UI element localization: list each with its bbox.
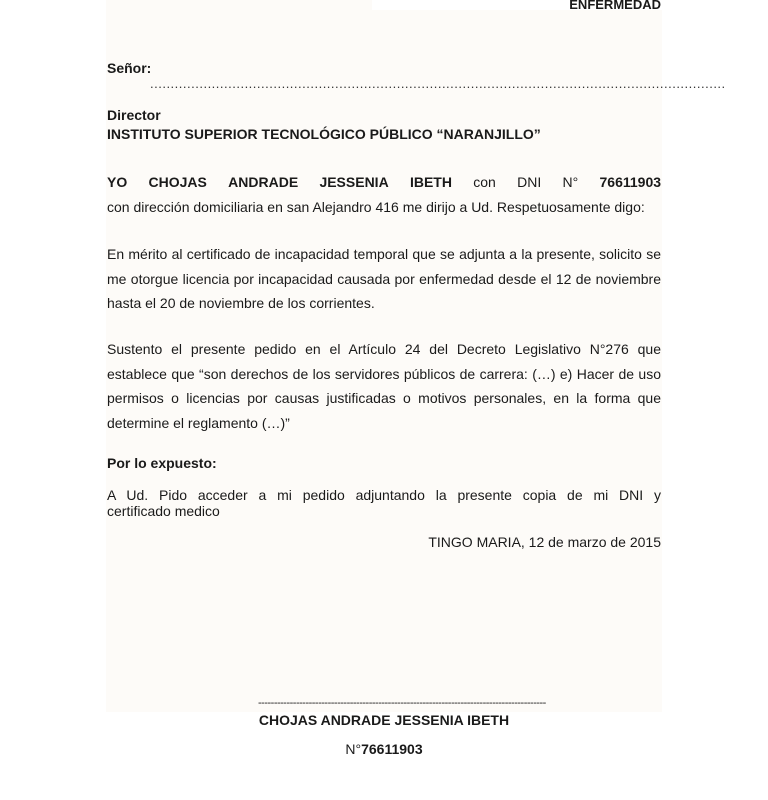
closing-request-line-1: A Ud. Pido acceder a mi pedido adjuntando la presente copia de mi DNI y [107, 487, 661, 503]
signature-name: CHOJAS ANDRADE JESSENIA IBETH [258, 712, 510, 728]
addressee-dotted-line: ............................................................................................................................................ [150, 76, 726, 91]
page-top-strip [106, 0, 372, 10]
closing-label: Por lo expuesto: [107, 455, 217, 471]
intro-line-2: con dirección domiciliaria en san Alejandro 416 me dirijo a Ud. Respetuosamente digo: [107, 199, 645, 215]
intro-name-3: JESSENIA [319, 174, 389, 190]
salutation: Señor: [107, 60, 152, 76]
intro-line-1 [107, 174, 661, 190]
place-and-date: TINGO MARIA, 12 de marzo de 2015 [428, 534, 661, 550]
addressee-institution: INSTITUTO SUPERIOR TECNOLÓGICO PÚBLICO “NARANJILLO” [107, 126, 541, 142]
intro-num-sign: N° [562, 174, 579, 190]
signature-line: ------------------------------------------------------------------------------------------- [258, 697, 546, 709]
intro-con: con [473, 174, 496, 190]
signature-dni-prefix: N° [345, 741, 362, 757]
signature-dni [0, 741, 768, 757]
intro-yo: YO [107, 174, 128, 190]
intro-dni-label: DNI [517, 174, 542, 190]
paragraph-request: En mérito al certificado de incapacidad temporal que se adjunta a la presente, solicito se me otorgue licencia por incapacidad causada por enfermedad desde el 12 de noviembre hasta el 20 de noviembre de los corrientes. [107, 246, 661, 311]
closing-request-line-2: certificado medico [107, 503, 220, 519]
intro-dni-number: 76611903 [599, 174, 662, 190]
signature-dni-number: 76611903 [361, 741, 423, 757]
header-title: ENFERMEDAD [569, 0, 661, 12]
intro-name-2: ANDRADE [228, 174, 299, 190]
addressee-position: Director [107, 107, 161, 123]
paragraph-legal-basis: Sustento el presente pedido en el Artículo 24 del Decreto Legislativo N°276 que establece que “son derechos de los servidores públicos de carrera: (…) e) Hacer de uso permisos o licencias por causas justificadas o motivos personales, en la forma que determine el reglamento (…)” [107, 341, 661, 431]
intro-name-4: IBETH [409, 174, 452, 190]
intro-name-1: CHOJAS [148, 174, 207, 190]
